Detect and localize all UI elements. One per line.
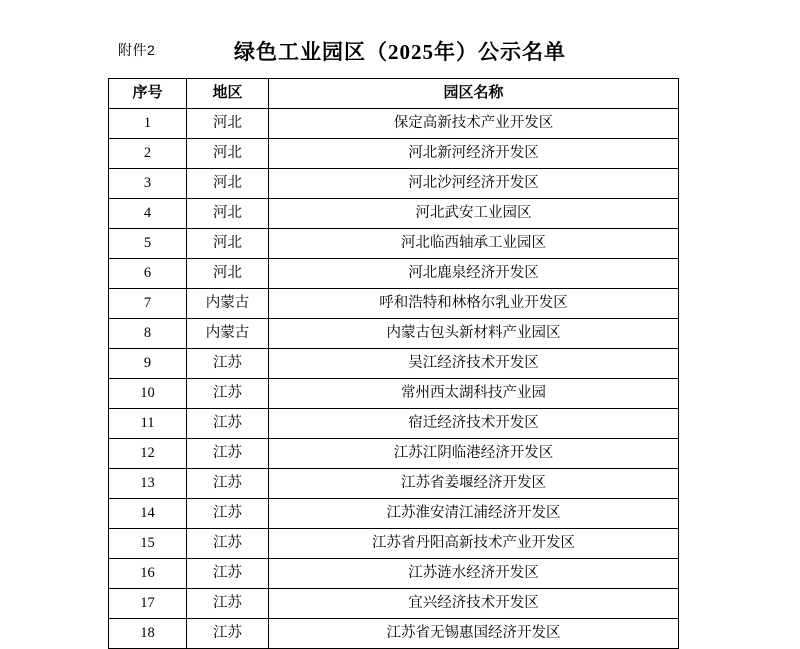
cell-region: 河北 bbox=[187, 109, 269, 139]
cell-park-name: 宿迁经济技术开发区 bbox=[269, 409, 679, 439]
cell-park-name: 保定高新技术产业开发区 bbox=[269, 109, 679, 139]
cell-park-name: 江苏淮安清江浦经济开发区 bbox=[269, 499, 679, 529]
table-body bbox=[109, 109, 679, 649]
cell-index: 17 bbox=[109, 589, 187, 619]
cell-region: 河北 bbox=[187, 139, 269, 169]
cell-park-name: 河北鹿泉经济开发区 bbox=[269, 259, 679, 289]
cell-index: 2 bbox=[109, 139, 187, 169]
table-row bbox=[109, 319, 679, 349]
cell-region: 江苏 bbox=[187, 529, 269, 559]
cell-region: 河北 bbox=[187, 259, 269, 289]
cell-region: 江苏 bbox=[187, 379, 269, 409]
cell-region: 河北 bbox=[187, 229, 269, 259]
cell-index: 6 bbox=[109, 259, 187, 289]
cell-index: 14 bbox=[109, 499, 187, 529]
cell-park-name: 内蒙古包头新材料产业园区 bbox=[269, 319, 679, 349]
table-row bbox=[109, 469, 679, 499]
cell-park-name: 江苏涟水经济开发区 bbox=[269, 559, 679, 589]
cell-region: 江苏 bbox=[187, 499, 269, 529]
column-header-region: 地区 bbox=[187, 79, 269, 109]
cell-index: 5 bbox=[109, 229, 187, 259]
cell-index: 7 bbox=[109, 289, 187, 319]
table-row bbox=[109, 379, 679, 409]
cell-park-name: 江苏省姜堰经济开发区 bbox=[269, 469, 679, 499]
cell-region: 江苏 bbox=[187, 439, 269, 469]
cell-region: 河北 bbox=[187, 199, 269, 229]
cell-index: 4 bbox=[109, 199, 187, 229]
cell-index: 9 bbox=[109, 349, 187, 379]
cell-park-name: 吴江经济技术开发区 bbox=[269, 349, 679, 379]
table-row bbox=[109, 139, 679, 169]
cell-region: 内蒙古 bbox=[187, 319, 269, 349]
table-header-row bbox=[109, 79, 679, 109]
cell-region: 江苏 bbox=[187, 469, 269, 499]
cell-park-name: 河北临西轴承工业园区 bbox=[269, 229, 679, 259]
cell-park-name: 宜兴经济技术开发区 bbox=[269, 589, 679, 619]
table-row bbox=[109, 619, 679, 649]
cell-park-name: 常州西太湖科技产业园 bbox=[269, 379, 679, 409]
cell-index: 10 bbox=[109, 379, 187, 409]
cell-region: 河北 bbox=[187, 169, 269, 199]
cell-index: 1 bbox=[109, 109, 187, 139]
cell-index: 3 bbox=[109, 169, 187, 199]
cell-park-name: 河北武安工业园区 bbox=[269, 199, 679, 229]
cell-park-name: 河北新河经济开发区 bbox=[269, 139, 679, 169]
cell-park-name: 河北沙河经济开发区 bbox=[269, 169, 679, 199]
cell-region: 内蒙古 bbox=[187, 289, 269, 319]
cell-index: 18 bbox=[109, 619, 187, 649]
table-row bbox=[109, 439, 679, 469]
cell-index: 13 bbox=[109, 469, 187, 499]
table-header bbox=[109, 79, 679, 109]
table-row bbox=[109, 409, 679, 439]
cell-index: 11 bbox=[109, 409, 187, 439]
table-row bbox=[109, 559, 679, 589]
green-industrial-park-table bbox=[108, 78, 679, 649]
cell-region: 江苏 bbox=[187, 559, 269, 589]
cell-park-name: 江苏省无锡惠国经济开发区 bbox=[269, 619, 679, 649]
cell-index: 12 bbox=[109, 439, 187, 469]
cell-park-name: 江苏江阴临港经济开发区 bbox=[269, 439, 679, 469]
table-row bbox=[109, 229, 679, 259]
page-title: 绿色工业园区（2025年）公示名单 bbox=[234, 40, 566, 64]
column-header-park-name: 园区名称 bbox=[269, 79, 679, 109]
cell-index: 16 bbox=[109, 559, 187, 589]
cell-region: 江苏 bbox=[187, 619, 269, 649]
cell-region: 江苏 bbox=[187, 589, 269, 619]
cell-index: 15 bbox=[109, 529, 187, 559]
cell-region: 江苏 bbox=[187, 349, 269, 379]
table-row bbox=[109, 199, 679, 229]
cell-park-name: 呼和浩特和林格尔乳业开发区 bbox=[269, 289, 679, 319]
table-row bbox=[109, 529, 679, 559]
column-header-index: 序号 bbox=[109, 79, 187, 109]
listing-table-container bbox=[108, 78, 678, 649]
table-row bbox=[109, 109, 679, 139]
cell-region: 江苏 bbox=[187, 409, 269, 439]
cell-index: 8 bbox=[109, 319, 187, 349]
table-row bbox=[109, 499, 679, 529]
attachment-label: 附件2 bbox=[118, 42, 156, 58]
cell-park-name: 江苏省丹阳高新技术产业开发区 bbox=[269, 529, 679, 559]
table-row bbox=[109, 349, 679, 379]
table-row bbox=[109, 169, 679, 199]
table-row bbox=[109, 289, 679, 319]
table-row bbox=[109, 259, 679, 289]
